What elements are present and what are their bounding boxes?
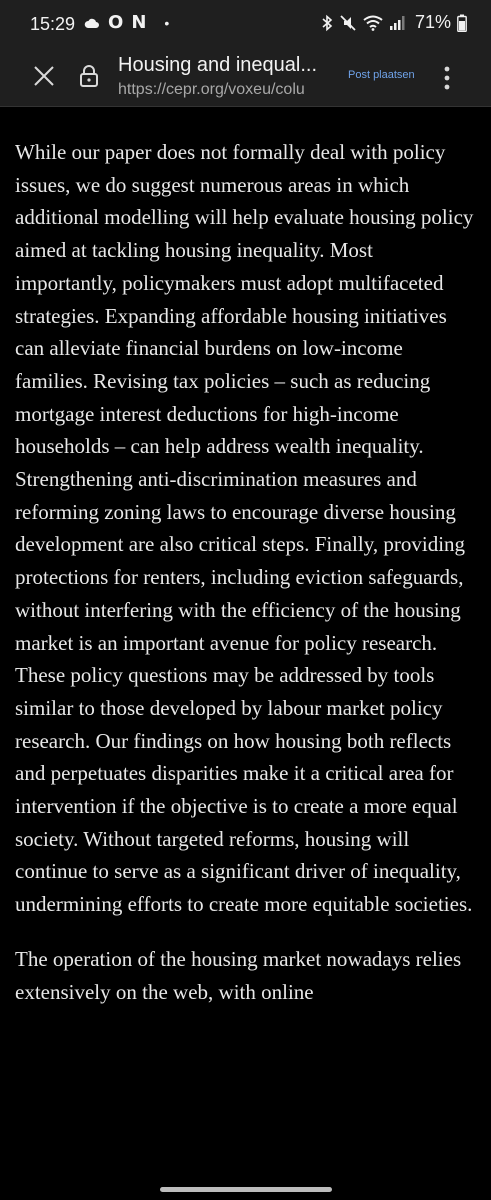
post-button[interactable]: Post plaatsen bbox=[348, 69, 415, 81]
more-vertical-icon bbox=[444, 66, 450, 90]
page-title[interactable]: Housing and inequal... bbox=[118, 54, 318, 76]
close-icon bbox=[33, 65, 55, 87]
status-time: 15:29 bbox=[30, 14, 76, 34]
battery-icon bbox=[457, 14, 467, 32]
notification-icons bbox=[84, 12, 169, 33]
status-bar bbox=[0, 0, 491, 46]
more-notifications-dot: • bbox=[164, 14, 170, 31]
article-paragraph: While our paper does not formally deal with policy issues, we do suggest numerous areas in which additional modelling will help evaluate housing policy aimed at tackling housing inequality. Most importantly, policymakers must adopt multifaceted strategies. Expanding affordable housing initiatives can alleviate financial burdens on low-income families. Revising tax policies – such as reducing mortgage interest deductions for high-income households – can help address wealth inequality. Strengthening anti-discrimination measures and reforming zoning laws to encourage diverse housing development are also critical steps. Finally, providing protections for renters, including eviction safeguards, without interfering with the efficiency of the housing market is an important avenue for policy research. These policy questions may be addressed by tools similar to those developed by labour market policy research. Our findings on how housing both reflects and perpetuates disparities make it a critical area for intervention if the objective is to create a more equal society. Without targeted reforms, housing will continue to serve as a significant driver of inequality, undermining efforts to create more equitable societies. bbox=[15, 140, 474, 917]
cloud-icon bbox=[84, 17, 100, 29]
wifi-icon bbox=[363, 15, 383, 31]
article-paragraph: The operation of the housing market nowadays relies extensively on the web, with online bbox=[15, 946, 462, 1004]
bluetooth-icon bbox=[321, 14, 333, 32]
system-icons bbox=[321, 12, 467, 33]
page-url[interactable]: https://cepr.org/voxeu/colu bbox=[118, 81, 305, 98]
notification-o-icon: O bbox=[108, 12, 124, 33]
mute-icon bbox=[339, 14, 357, 32]
custom-tab-toolbar bbox=[0, 46, 491, 107]
lock-icon[interactable] bbox=[78, 64, 100, 88]
battery-percent: 71% bbox=[414, 12, 451, 32]
overflow-menu-button[interactable] bbox=[432, 58, 462, 98]
notification-n-icon: N bbox=[131, 12, 147, 33]
close-button[interactable] bbox=[22, 54, 66, 98]
article-body bbox=[15, 136, 475, 1030]
signal-icon bbox=[389, 15, 405, 31]
navigation-gesture-bar[interactable] bbox=[160, 1187, 332, 1192]
